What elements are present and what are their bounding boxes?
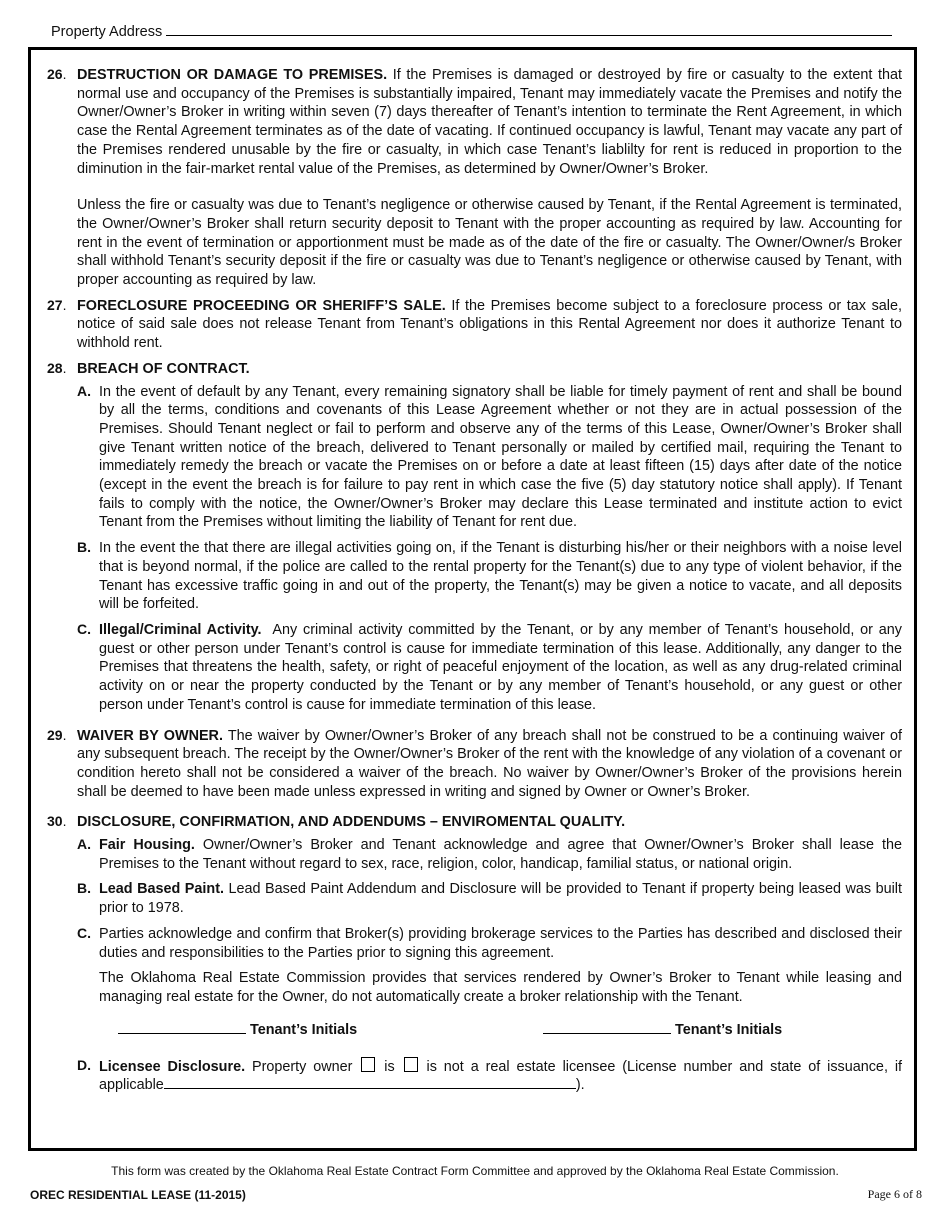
section-27 xyxy=(47,297,902,353)
section-27-paragraph: FORECLOSURE PROCEEDING OR SHERIFF’S SALE. If the Premises become subject to a foreclosure process or tax sale, notice of said sale does not release Tenant from Tenant’s obligations in this Rental Agreement nor does it authorize Tenant to withhold rent. xyxy=(77,297,903,352)
section-29-paragraph: WAIVER BY OWNER. The waiver by Owner/Owner’s Broker of any breach shall not be construed to be a continuing waiver of any subsequent breach. The receipt by the Owner/Owner’s Broker of the rent with the knowledge of any violation of a covenant or condition hereto shall not be considered a waiver of the breach. No waiver by Owner/Owner’s Broker of the provisions herein shall be deemed to have been made unless expressed in writing and signed by Owner or Owner’s Broker. xyxy=(77,727,902,800)
sub-letter: D. xyxy=(77,1056,91,1073)
tenant-initials-1-line[interactable] xyxy=(118,1021,246,1034)
section-28-c: C. Illegal/Criminal Activity. Any criminal activity committed by the Tenant, or by any member of Tenant’s household, or any guest or other person under Tenant’s control is cause for immediate termination of this lease. Additionally, any danger to the Premises that threatens the health, safety, or right of peaceful enjoyment of the location, as well as any drug-related criminal activity on or near the property conducted by the Tenant or by any member of Tenant’s household, or any guest or other person under Tenant’s control is cause for immediate termination of this lease. xyxy=(77,620,902,713)
section-26-paragraph-2: Unless the fire or casualty was due to Tenant’s negligence or otherwise caused by Tenant, if the Rental Agreement is terminated, the Owner/Owner’s Broker shall return security deposit to Tenant with the proper accounting as required by law. Accounting for rent in the event of termination or apportionment must be made as of the date of the fire or casualty. The Owner/Owner/s Broker shall withhold Tenant’s security deposit if the fire or casualty was due to Tenant’s negligence or otherwise caused by Tenant, with proper accounting as required by law. xyxy=(77,197,902,289)
licensee-is-not-checkbox[interactable] xyxy=(404,1057,418,1072)
section-29 xyxy=(47,727,902,802)
tenant-initials-row xyxy=(77,1021,902,1041)
section-number: 29. xyxy=(47,726,67,743)
section-28-b: B. In the event the that there are illegal activities going on, if the Tenant is disturbing his/her or their neighbors with a noise level that is beyond normal, if the police are called to the rental property for the Tenant(s) due to any type of violent behavior, if the Tenant has excessive traffic going in and out of the property, the Tenant(s) may be given a notice to vacate, and all deposits will be forfeited. xyxy=(77,539,902,613)
section-number: 28. xyxy=(47,359,67,376)
section-30 xyxy=(47,813,902,1095)
section-30-a: A. Fair Housing. Owner/Owner’s Broker and Tenant acknowledge and agree that Owner/Owner’s Broker shall lease the Premises to the Tenant without regard to sex, race, religion, color, handicap, familial status, or national origin. xyxy=(77,836,902,872)
license-number-line[interactable] xyxy=(164,1076,576,1089)
sub-title: Fair Housing. xyxy=(99,837,195,854)
tenant-initials-2: Tenant’s Initials xyxy=(543,1021,782,1038)
section-26 xyxy=(47,66,902,290)
section-28 xyxy=(47,360,902,715)
document-body xyxy=(47,66,902,1102)
section-26-paragraph-1: DESTRUCTION OR DAMAGE TO PREMISES. If the Premises is damaged or destroyed by fire or casualty to the extent that normal use and occupancy of the Premises is substantially impaired, Tenant may immediately vacate the Premises and notify the Owner/Owner’s Broker in writing within seven (7) days thereafter of Tenant’s intention to terminate the Rent Agreement, in which case the Rental Agreement terminates as of the date of vacating. If continued occupancy is lawful, Tenant may vacate any part of the Premises rendered unusable by the fire or casualty, in which case Tenant’s liablilty for rent is reduced in proportion to the diminution in the fair-market rental value of the Premises, as determined by Owner/Owner’s Broker. xyxy=(77,67,902,177)
section-30-b: B. Lead Based Paint. Lead Based Paint Addendum and Disclosure will be provided to Tenant if property being leased was built prior to 1978. xyxy=(77,880,902,917)
section-28-title: BREACH OF CONTRACT. xyxy=(77,360,250,377)
tenant-initials-1: Tenant’s Initials xyxy=(118,1021,357,1038)
section-30-c: C. Parties acknowledge and confirm that Broker(s) providing brokerage services to the Parties has described and disclosed their duties and responsibilities to the Parties prior to signing this agreement. The Oklahoma Real Estate Commission provides that services rendered by Owner’s Broker to Tenant while leasing and managing real estate for the Owner, do not automatically create a broker relationship with the Tenant. xyxy=(77,924,902,1005)
sub-letter: B. xyxy=(77,539,91,556)
tenant-initials-2-line[interactable] xyxy=(543,1021,671,1034)
property-address-field xyxy=(51,24,892,40)
section-title: DESTRUCTION OR DAMAGE TO PREMISES. xyxy=(77,67,388,83)
sub-letter: C. xyxy=(77,620,91,637)
sub-letter: A. xyxy=(77,382,91,399)
section-title: FORECLOSURE PROCEEDING OR SHERIFF’S SALE. xyxy=(77,297,446,314)
property-address-line[interactable] xyxy=(166,25,892,36)
sub-title: Licensee Disclosure. xyxy=(99,1058,246,1075)
section-30-title: DISCLOSURE, CONFIRMATION, AND ADDENDUMS – ENVIROMENTAL QUALITY. xyxy=(77,814,626,831)
section-28-a: A. In the event of default by any Tenant, every remaining signatory shall be liable for timely payment of rent and shall be bound by all the terms, conditions and covenants of this Lease Agreement whether or not they are in actual possession of the Premises. Should Tenant neglect or fail to perform and observe any of the terms of this Lease, Owner/Owner’s Broker shall give Tenant written notice of the breach, delivered to Tenant personally or mailed by certified mail, requiring the Tenant to immediately remedy the breach or vacate the Premises on or before a date at least fifteen (15) days after date of the notice (except in the event the breach is for failure to pay rent in which case the five (5) day statutory notice shall apply). If Tenant fails to comply with the notice, the Owner/Owner’s Broker may declare this Lease terminated and institute action to evict Tenant from the Premises without limiting the liability of Tenant for rent due. xyxy=(77,382,902,531)
property-address-label: Property Address xyxy=(51,24,163,40)
page-number: Page 6 of 8 xyxy=(867,1187,922,1201)
sub-title: Lead Based Paint. xyxy=(99,881,224,898)
section-number: 30. xyxy=(47,813,67,830)
section-title: WAIVER BY OWNER. xyxy=(77,727,223,744)
sub-letter: C. xyxy=(77,924,91,941)
footer-note: This form was created by the Oklahoma Real Estate Contract Form Committee and approved by the Oklahoma Real Estate Commission. xyxy=(111,1164,839,1178)
sub-letter: B. xyxy=(77,880,91,897)
sub-title: Illegal/Criminal Activity. xyxy=(99,621,262,638)
section-number: 26. xyxy=(47,66,67,82)
section-number: 27. xyxy=(47,296,67,313)
licensee-is-checkbox[interactable] xyxy=(361,1057,375,1072)
form-id: OREC RESIDENTIAL LEASE (11-2015) xyxy=(30,1188,246,1202)
section-30-d: D. Licensee Disclosure. Property owner is is not a real estate licensee (License number and state of issuance, if applicable ). xyxy=(77,1056,903,1094)
sub-letter: A. xyxy=(77,836,91,853)
